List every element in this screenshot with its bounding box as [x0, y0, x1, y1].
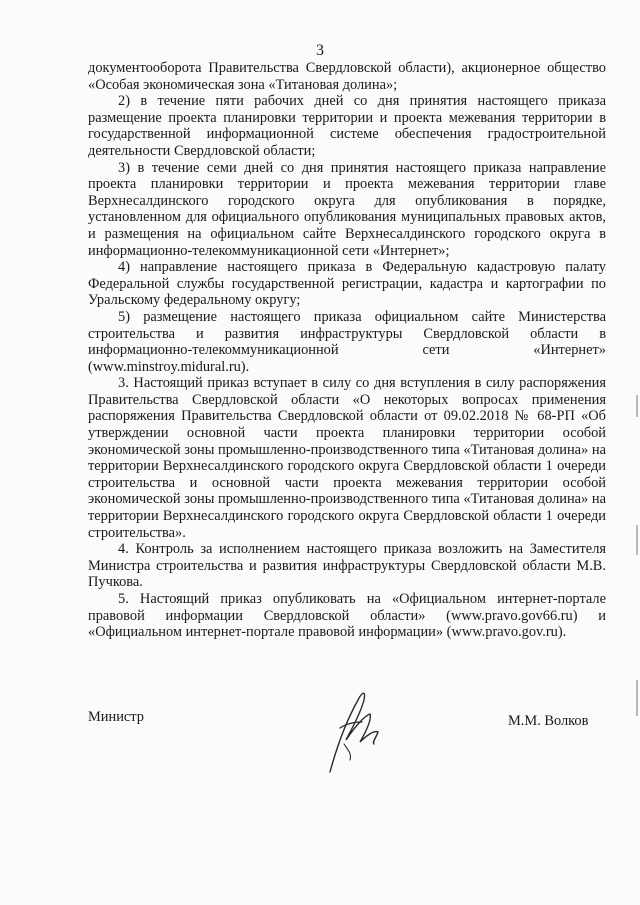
scan-mark — [636, 680, 638, 716]
paragraph-item-5: 5) размещение настоящего приказа официальном сайте Министерства строительства и развития инфраструктуры Свердловской области в информационно-телекоммуникационной сети «Интернет» (www.minstroy.midural.ru). — [88, 308, 606, 375]
paragraph-continuation: документооборота Правительства Свердловской области), акционерное общество «Особая экономическая зона «Титановая долина»; — [88, 60, 606, 93]
paragraph-clause-4: 4. Контроль за исполнением настоящего приказа возложить на Заместителя Министра строительства и развития инфраструктуры Свердловской области М.В. Пучкова. — [88, 541, 606, 591]
handwritten-signature — [300, 680, 400, 775]
paragraph-clause-3: 3. Настоящий приказ вступает в силу со дня вступления в силу распоряжения Правительства Свердловской области «О некоторых вопросах применения распоряжения Правительства Свердловской области от 09.02.2018 № 68-РП «Об утверждении основной части проекта планировки территории особой экономической зоны промышленно-производственного типа «Титановая долина» на территории Верхнесалдинского городского округа Свердловской области 1 очереди строительства и основной части проекта межевания территории особой экономической зоны промышленно-производственного типа «Титановая долина» на территории Верхнесалдинского городского округа Свердловской области 1 очереди строительства». — [88, 375, 606, 541]
document-body — [88, 60, 606, 641]
paragraph-clause-5: 5. Настоящий приказ опубликовать на «Официальном интернет-портале правовой информации Свердловской области» (www.pravo.gov66.ru) и «Официальном интернет-портале правовой информации» (www.pravo.gov.ru). — [88, 591, 606, 641]
paragraph-item-3: 3) в течение семи дней со дня принятия настоящего приказа направление проекта планировки территории и проекта межевания территории главе Верхнесалдинского городского округа для опубликования в порядке, установленном для официального опубликования муниципальных правовых актов, и размещения на официальном сайте Верхнесалдинского городского округа в информационно-телекоммуникационной сети «Интернет»; — [88, 159, 606, 259]
signatory-title: Министр — [88, 709, 144, 725]
scan-mark — [636, 525, 638, 555]
page-number: 3 — [316, 42, 324, 59]
signatory-name: М.М. Волков — [508, 713, 589, 729]
scan-margin-marks — [632, 380, 640, 740]
paragraph-item-2: 2) в течение пяти рабочих дней со дня принятия настоящего приказа размещение проекта планировки территории и проекта межевания территории в государственной информационной системе обеспечения градостроительной деятельности Свердловской области; — [88, 93, 606, 159]
paragraph-item-4: 4) направление настоящего приказа в Федеральную кадастровую палату Федеральной службы государственной регистрации, кадастра и картографии по Уральскому федеральному округу; — [88, 259, 606, 309]
scan-mark — [636, 395, 638, 417]
